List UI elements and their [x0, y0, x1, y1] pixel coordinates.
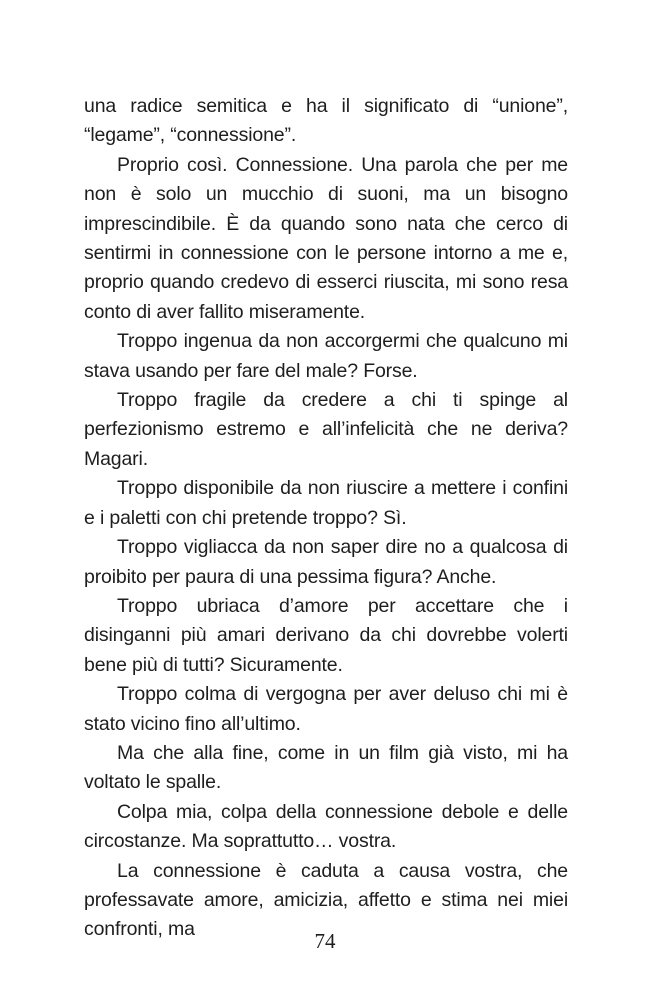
- paragraph-1: una radice semitica e ha il significato di “unione”, “legame”, “connessione”.: [84, 95, 568, 147]
- paragraph-11: La connessione è caduta a causa vostra, che professavate amore, amicizia, affetto e stima nei miei confronti, ma: [84, 859, 568, 941]
- paragraph-10: Colpa mia, colpa della connessione debole e delle circostanze. Ma soprattutto… vostra.: [84, 800, 568, 853]
- paragraph-8: Troppo colma di vergogna per aver deluso chi mi è stato vicino fino all’ultimo.: [84, 683, 568, 735]
- paragraph-3: Troppo ingenua da non accorgermi che qualcuno mi stava usando per fare del male? Forse.: [84, 330, 568, 382]
- paragraph-6: Troppo vigliacca da non saper dire no a qualcosa di proibito per paura di una pessima figura? Anche.: [84, 536, 568, 588]
- paragraph-2: Proprio così. Connessione. Una parola che per me non è solo un mucchio di suoni, ma un bisogno imprescindibile. È da quando sono nata che cerco di sentirmi in connessione con le persone intorno a me e, proprio quando credevo di esserci riuscita, mi sono resa conto di aver fallito miseramente.: [84, 153, 568, 323]
- paragraph-9: Ma che alla fine, come in un film già visto, mi ha voltato le spalle.: [84, 741, 568, 794]
- paragraph-4: Troppo fragile da credere a chi ti spinge al perfezionismo estremo e all’infelicità che ne deriva? Magari.: [84, 389, 568, 470]
- page-body: [84, 92, 568, 945]
- page-number: 74: [314, 929, 336, 953]
- paragraph-7: Troppo ubriaca d’amore per accettare che i disinganni più amari derivano da chi dovrebbe volerti bene più di tutti? Sicuramente.: [84, 594, 568, 676]
- paragraph-5: Troppo disponibile da non riuscire a mettere i confini e i paletti con chi pretende troppo? Sì.: [84, 477, 568, 529]
